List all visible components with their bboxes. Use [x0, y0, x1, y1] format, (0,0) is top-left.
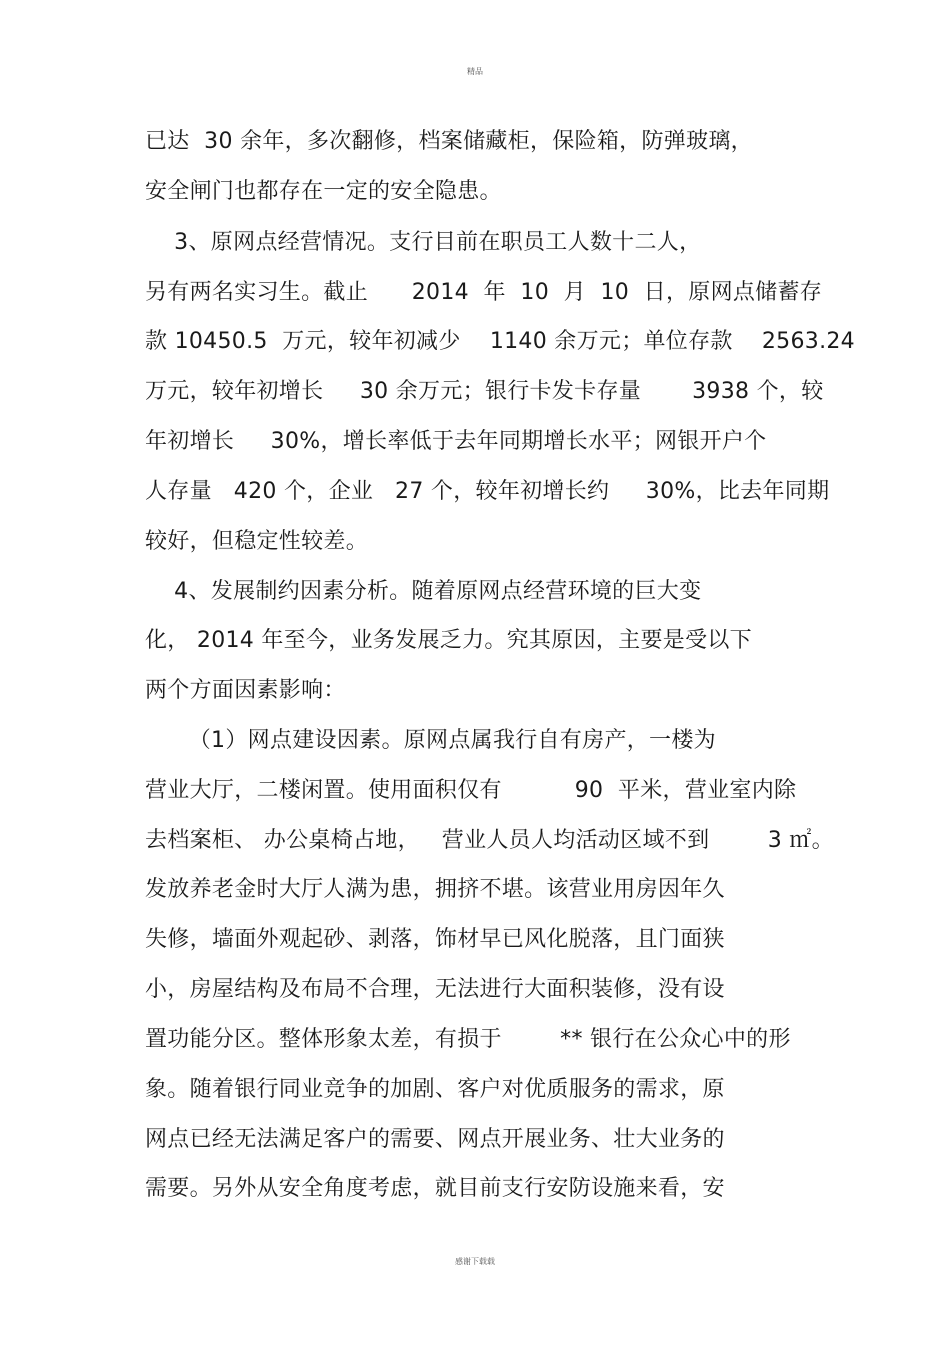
text-line: 已达 30 余年，多次翻修，档案储藏柜，保险箱，防弹玻璃，: [145, 129, 753, 154]
text-line: 款 10450.5 万元，较年初减少 1140 余万元；单位存款 2563.24: [145, 329, 855, 354]
text-line: 发放养老金时大厅人满为患，拥挤不堪。该营业用房因年久: [145, 877, 725, 902]
text-line: 营业大厅，二楼闲置。使用面积仅有 90 平米，营业室内除: [145, 778, 797, 803]
text-line: 去档案柜、 办公桌椅占地， 营业人员人均活动区域不到 3 ㎡。: [145, 828, 834, 853]
text-line: 另有两名实习生。截止 2014 年 10 月 10 日，原网点储蓄存: [145, 280, 823, 305]
text-line: 3、原网点经营情况。支行目前在职员工人数十二人，: [145, 230, 702, 255]
text-line: 象。随着银行同业竞争的加剧、客户对优质服务的需求，原: [145, 1077, 725, 1102]
text-line: 4、发展制约因素分析。随着原网点经营环境的巨大变: [145, 579, 702, 604]
text-line: 小，房屋结构及布局不合理，无法进行大面积装修，没有设: [145, 977, 725, 1002]
text-line: 网点已经无法满足客户的需要、网点开展业务、壮大业务的: [145, 1127, 725, 1152]
text-line: 人存量 420 个，企业 27 个，较年初增长约 30%，比去年同期: [145, 479, 830, 504]
page-header: 精品: [467, 67, 483, 76]
text-line: 化， 2014 年至今，业务发展乏力。究其原因，主要是受以下: [145, 628, 752, 653]
text-line: 年初增长 30%，增长率低于去年同期增长水平；网银开户个: [145, 429, 767, 454]
text-line: 万元，较年初增长 30 余万元；银行卡发卡存量 3938 个，较: [145, 379, 824, 404]
text-line: （1）网点建设因素。原网点属我行自有房产，一楼为: [145, 728, 716, 753]
text-line: 需要。另外从安全角度考虑，就目前支行安防设施来看，安: [145, 1176, 725, 1201]
text-line: 安全闸门也都存在一定的安全隐患。: [145, 179, 502, 204]
text-line: 置功能分区。整体形象太差，有损于 ** 银行在公众心中的形: [145, 1027, 791, 1052]
text-line: 较好，但稳定性较差。: [145, 529, 369, 554]
text-line: 失修，墙面外观起砂、剥落，饰材早已风化脱落，且门面狭: [145, 927, 725, 952]
text-line: 两个方面因素影响：: [145, 678, 346, 703]
page-footer: 感谢下载载: [455, 1257, 495, 1266]
